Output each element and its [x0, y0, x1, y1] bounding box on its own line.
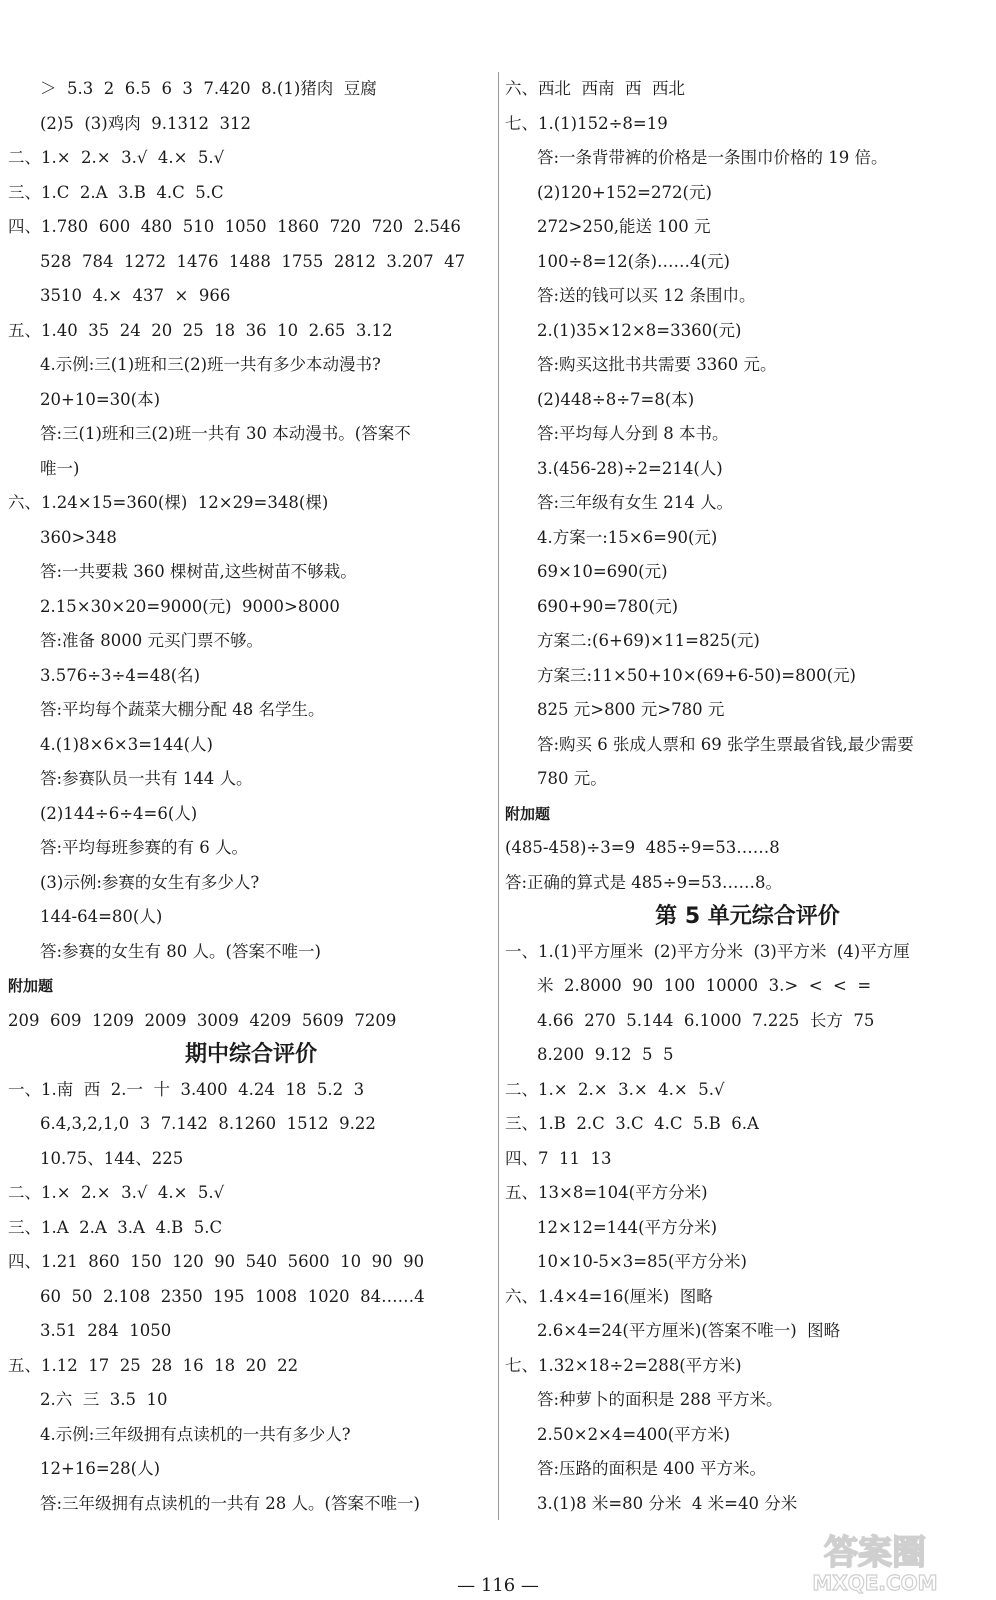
column-divider	[498, 72, 499, 1520]
answer-line: 方案二:(6+69)×11=825(元)	[537, 631, 760, 650]
answer-line: 二、1.× 2.× 3.√ 4.× 5.√	[8, 148, 225, 167]
answer-line: 五、1.40 35 24 20 25 18 36 10 2.65 3.12	[8, 320, 393, 340]
answer-line: 3.(456-28)÷2=214(人)	[537, 458, 723, 478]
section-heading: 期中综合评价	[184, 1042, 317, 1067]
answer-line: 答:三年级拥有点读机的一共有 28 人。(答案不唯一)	[40, 1493, 420, 1513]
answer-line: 3.(1)8 米=80 分米 4 米=40 分米	[537, 1493, 798, 1513]
answer-line: (2)5 (3)鸡肉 9.1312 312	[40, 113, 251, 133]
answer-line: 825 元>800 元>780 元	[537, 700, 725, 719]
answer-line: 780 元。	[537, 769, 607, 788]
answer-line: 10.75、144、225	[40, 1148, 184, 1168]
answer-line: 20+10=30(本)	[40, 389, 161, 409]
answer-line: 三、1.A 2.A 3.A 4.B 5.C	[8, 1217, 223, 1237]
answer-line: 六、1.4×4=16(厘米) 图略	[505, 1286, 713, 1306]
answer-line: 528 784 1272 1476 1488 1755 2812 3.207 47	[40, 251, 466, 271]
answer-line: 答:参赛的女生有 80 人。(答案不唯一)	[40, 941, 321, 961]
page-number: — 116 —	[457, 1575, 539, 1596]
answer-line: (3)示例:参赛的女生有多少人?	[40, 872, 260, 892]
answer-line: 米 2.8000 90 100 10000 3.> < < =	[537, 976, 872, 995]
answer-line: 一、1.(1)平方厘米 (2)平方分米 (3)平方米 (4)平方厘	[505, 941, 910, 961]
answer-line: 4.(1)8×6×3=144(人)	[40, 734, 213, 754]
answer-line: 答:种萝卜的面积是 288 平方米。	[537, 1390, 783, 1409]
answer-line: 方案三:11×50+10×(69+6-50)=800(元)	[537, 665, 856, 685]
answer-line: 答:平均每人分到 8 本书。	[537, 424, 729, 443]
answer-line: 209 609 1209 2009 3009 4209 5609 7209	[8, 1010, 397, 1030]
answer-line: 五、13×8=104(平方分米)	[505, 1183, 708, 1202]
answer-line: 4.示例:三(1)班和三(2)班一共有多少本动漫书?	[40, 355, 381, 374]
answer-line: 360>348	[40, 527, 117, 547]
answer-line: (2)120+152=272(元)	[537, 182, 712, 202]
watermark-top-text: 答案圈	[824, 1533, 926, 1573]
answer-line: 二、1.× 2.× 3.× 4.× 5.√	[505, 1079, 725, 1099]
answer-line: 答:购买 6 张成人票和 69 张学生票最省钱,最少需要	[537, 734, 914, 754]
answer-line: (2)448÷8÷7=8(本)	[537, 389, 695, 409]
answer-line: 6.4,3,2,1,0 3 7.142 8.1260 1512 9.22	[40, 1114, 376, 1133]
answer-line: 七、1.(1)152÷8=19	[505, 113, 668, 133]
answer-line: 答:压路的面积是 400 平方米。	[537, 1459, 767, 1478]
answer-line: 答:一共要栽 360 棵树苗,这些树苗不够栽。	[40, 562, 357, 581]
answer-line: 答:一条背带裤的价格是一条围巾价格的 19 倍。	[537, 148, 888, 167]
answer-line: 2.6×4=24(平方厘米)(答案不唯一) 图略	[537, 1321, 841, 1340]
answer-line: 二、1.× 2.× 3.√ 4.× 5.√	[8, 1183, 225, 1202]
answer-line: 答:参赛队员一共有 144 人。	[40, 769, 253, 788]
answer-line: 4.66 270 5.144 6.1000 7.225 长方 75	[537, 1010, 875, 1030]
answer-line: 2.50×2×4=400(平方米)	[537, 1424, 731, 1444]
answer-line: 三、1.B 2.C 3.C 4.C 5.B 6.A	[505, 1114, 759, 1133]
answer-line: 4.方案一:15×6=90(元)	[537, 527, 718, 547]
answer-line: 3.576÷3÷4=48(名)	[40, 665, 201, 685]
answer-line: 60 50 2.108 2350 195 1008 1020 84……4	[40, 1286, 425, 1306]
left-column	[8, 72, 494, 1521]
answer-line: 答:平均每班参赛的有 6 人。	[40, 838, 249, 857]
answer-line: 三、1.C 2.A 3.B 4.C 5.C	[8, 182, 224, 202]
answer-line: 答:准备 8000 元买门票不够。	[40, 631, 264, 650]
answer-line: 答:送的钱可以买 12 条围巾。	[537, 286, 756, 305]
answer-line: 六、西北 西南 西 西北	[505, 79, 685, 98]
answer-line: ＞ 5.3 2 6.5 6 3 7.420 8.(1)猪肉 豆腐	[40, 79, 377, 98]
answer-line: 四、7 11 13	[505, 1148, 612, 1168]
answer-line: 12+16=28(人)	[40, 1459, 161, 1478]
bonus-heading: 附加题	[505, 804, 551, 823]
answer-line: 4.示例:三年级拥有点读机的一共有多少人?	[40, 1424, 351, 1444]
answer-line: 2.六 三 3.5 10	[40, 1390, 168, 1409]
answer-line: 答:三年级有女生 214 人。	[537, 493, 734, 512]
answer-line: 四、1.21 860 150 120 90 540 5600 10 90 90	[8, 1252, 425, 1271]
answer-line: 69×10=690(元)	[537, 562, 668, 581]
answer-line: 四、1.780 600 480 510 1050 1860 720 720 2.546	[8, 217, 461, 236]
watermark-logo	[760, 1526, 990, 1596]
answer-line: 五、1.12 17 25 28 16 18 20 22	[8, 1355, 299, 1375]
answer-line: 272>250,能送 100 元	[537, 217, 711, 236]
answer-line: 答:平均每个蔬菜大棚分配 48 名学生。	[40, 700, 325, 719]
answer-line: 690+90=780(元)	[537, 596, 679, 616]
answer-line: 2.(1)35×12×8=3360(元)	[537, 320, 742, 340]
answer-line: 答:购买这批书共需要 3360 元。	[537, 355, 777, 374]
bonus-heading: 附加题	[8, 977, 54, 995]
answer-line: 144-64=80(人)	[40, 907, 163, 926]
watermark-bottom-text: MXQE.COM	[812, 1571, 938, 1595]
section-heading: 第 5 单元综合评价	[655, 904, 840, 929]
answer-line: 100÷8=12(条)……4(元)	[537, 251, 730, 271]
answer-line: 3510 4.× 437 × 966	[40, 286, 231, 305]
answer-line: 六、1.24×15=360(棵) 12×29=348(棵)	[8, 493, 329, 512]
answer-line: 唯一)	[40, 458, 80, 478]
answer-line: 12×12=144(平方分米)	[537, 1217, 718, 1237]
answer-line: (2)144÷6÷4=6(人)	[40, 803, 198, 823]
right-column	[505, 72, 990, 1521]
answer-line: (485-458)÷3=9 485÷9=53……8	[505, 838, 780, 857]
answer-line: 答:正确的算式是 485÷9=53……8。	[505, 872, 782, 892]
answer-line: 2.15×30×20=9000(元) 9000>8000	[40, 596, 340, 616]
answer-line: 七、1.32×18÷2=288(平方米)	[505, 1355, 742, 1375]
answer-line: 10×10-5×3=85(平方分米)	[537, 1252, 747, 1271]
answer-line: 一、1.南 西 2.一 十 3.400 4.24 18 5.2 3	[8, 1079, 365, 1099]
answer-line: 3.51 284 1050	[40, 1321, 172, 1340]
answer-line: 答:三(1)班和三(2)班一共有 30 本动漫书。(答案不	[40, 424, 411, 443]
answer-line: 8.200 9.12 5 5	[537, 1045, 674, 1064]
